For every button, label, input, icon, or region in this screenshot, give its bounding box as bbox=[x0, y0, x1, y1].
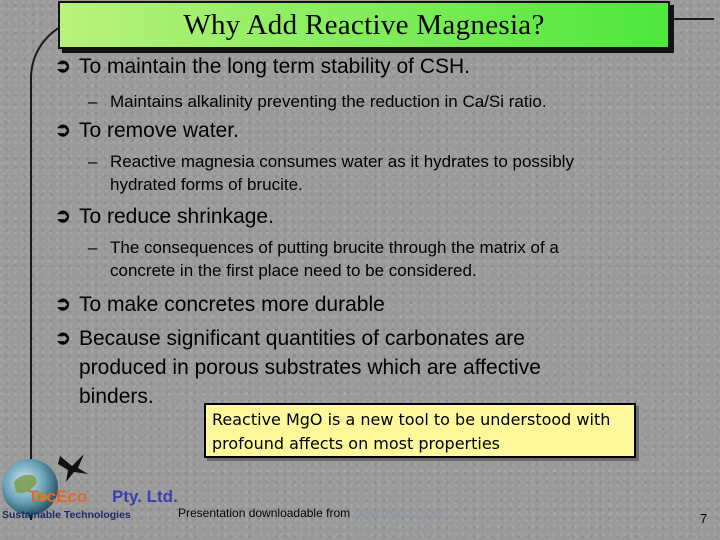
sub-bullet-text: concrete in the first place need to be considered. bbox=[110, 261, 477, 280]
logo-tagline: Sustainable Technologies bbox=[2, 509, 131, 521]
logo-company-text: TecEco bbox=[28, 487, 88, 506]
tececo-logo bbox=[0, 452, 205, 522]
sub-bullet-continuation bbox=[110, 260, 477, 282]
note-line: profound affects on most properties bbox=[212, 434, 501, 453]
bullet-text: To reduce shrinkage. bbox=[79, 205, 274, 228]
dash-icon: – bbox=[88, 92, 98, 111]
sub-bullet-text: hydrated forms of brucite. bbox=[110, 175, 303, 194]
slide-title: Why Add Reactive Magnesia? bbox=[183, 8, 545, 41]
bullet-text: To make concretes more durable bbox=[79, 293, 385, 316]
sub-bullet-text: The consequences of putting brucite through the matrix of a bbox=[110, 238, 559, 257]
logo-company-suffix: Pty. Ltd. bbox=[112, 487, 178, 506]
page-number: 7 bbox=[700, 511, 708, 526]
bullet-arrow-icon: ➲ bbox=[55, 206, 71, 227]
bullet-text: To remove water. bbox=[79, 119, 239, 142]
dash-icon: – bbox=[88, 238, 98, 257]
bullet-5 bbox=[55, 325, 525, 352]
bullet-arrow-icon: ➲ bbox=[55, 56, 71, 77]
sub-bullet bbox=[88, 237, 559, 259]
title-box bbox=[58, 1, 670, 49]
sub-bullet-text: Reactive magnesia consumes water as it hydrates to possibly bbox=[110, 152, 574, 171]
sub-bullet bbox=[88, 151, 574, 173]
bullet-3 bbox=[55, 203, 274, 230]
bullet-text: Because significant quantities of carbonates are bbox=[79, 327, 525, 350]
sub-bullet bbox=[88, 91, 547, 113]
bullet-4 bbox=[55, 291, 385, 318]
bullet-5-line-2 bbox=[79, 354, 541, 381]
bullet-text: To maintain the long term stability of CSH. bbox=[79, 55, 471, 78]
sub-bullet-text: Maintains alkalinity preventing the reduction in Ca/Si ratio. bbox=[110, 92, 547, 111]
bullet-1 bbox=[55, 53, 470, 80]
footer-link[interactable]: www.tececo.com bbox=[353, 506, 444, 520]
note-box bbox=[204, 403, 636, 458]
bullet-2 bbox=[55, 117, 239, 144]
bullet-arrow-icon: ➲ bbox=[55, 120, 71, 141]
bird-icon bbox=[58, 454, 88, 482]
sub-bullet-continuation bbox=[110, 174, 303, 196]
note-line: Reactive MgO is a new tool to be understood with bbox=[212, 410, 611, 429]
bullet-5-line-3 bbox=[79, 383, 154, 410]
bullet-arrow-icon: ➲ bbox=[55, 328, 71, 349]
dash-icon: – bbox=[88, 152, 98, 171]
bullet-arrow-icon: ➲ bbox=[55, 294, 71, 315]
footer bbox=[178, 506, 443, 520]
footer-text: Presentation downloadable from bbox=[178, 506, 354, 520]
bullet-text: produced in porous substrates which are affective bbox=[79, 356, 541, 379]
bullet-text: binders. bbox=[79, 385, 154, 408]
